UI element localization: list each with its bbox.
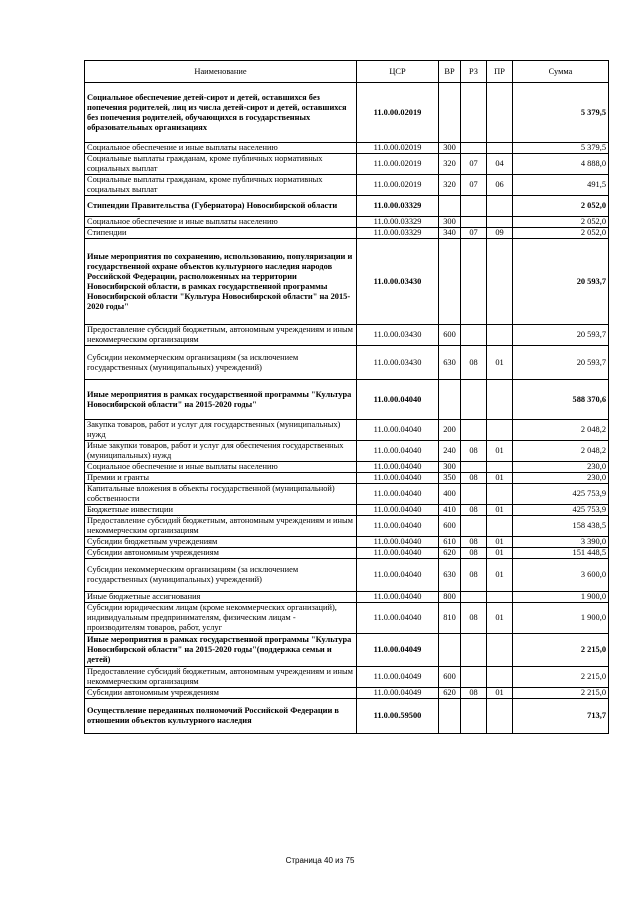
cell-csr: 11.0.00.04040 (357, 559, 439, 592)
cell-rz (461, 516, 487, 537)
cell-rz (461, 634, 487, 667)
cell-name: Социальное обеспечение и иные выплаты населению (85, 143, 357, 154)
table-row (85, 420, 609, 441)
table-row (85, 667, 609, 688)
cell-name: Иные мероприятия в рамках государственной программы "Культура Новосибирской области" на 2015-2020 годы"(поддержка семьи и детей) (85, 634, 357, 667)
cell-name: Субсидии юридическим лицам (кроме некоммерческих организаций), индивидуальным предпринимателям, физическим лицам - производителям товаров, работ, услуг (85, 603, 357, 634)
cell-vr: 300 (439, 462, 461, 473)
cell-sum: 2 052,0 (513, 217, 609, 228)
table-row (85, 154, 609, 175)
cell-csr: 11.0.00.04040 (357, 537, 439, 548)
cell-pr (487, 420, 513, 441)
cell-name: Социальные выплаты гражданам, кроме публичных нормативных социальных выплат (85, 154, 357, 175)
cell-sum: 425 753,9 (513, 505, 609, 516)
cell-csr: 11.0.00.03329 (357, 196, 439, 217)
cell-vr: 630 (439, 559, 461, 592)
cell-pr (487, 667, 513, 688)
cell-csr: 11.0.00.03329 (357, 228, 439, 239)
cell-rz (461, 325, 487, 346)
cell-name: Иные закупки товаров, работ и услуг для обеспечения государственных (муниципальных) нужд (85, 441, 357, 462)
cell-name: Премии и гранты (85, 473, 357, 484)
cell-sum: 2 215,0 (513, 634, 609, 667)
column-header-sum: Сумма (513, 61, 609, 83)
cell-sum: 20 593,7 (513, 325, 609, 346)
table-row (85, 548, 609, 559)
cell-csr: 11.0.00.04040 (357, 603, 439, 634)
cell-name: Иные мероприятия по сохранению, использованию, популяризации и государственной охране объектов культурного наследия народов Российской Федерации, расположенных на территории Новосибирской области, в рамках государственной программы Новосибирской области "Культура Новосибирской области" на 2015-2020 годы" (85, 239, 357, 325)
cell-csr: 11.0.00.02019 (357, 175, 439, 196)
cell-rz (461, 217, 487, 228)
page-number: Страница 40 из 75 (285, 856, 355, 865)
table-row (85, 325, 609, 346)
table-row (85, 217, 609, 228)
cell-sum: 713,7 (513, 699, 609, 734)
cell-sum: 4 888,0 (513, 154, 609, 175)
cell-pr (487, 634, 513, 667)
cell-vr (439, 699, 461, 734)
cell-rz: 08 (461, 603, 487, 634)
table-row (85, 559, 609, 592)
cell-vr (439, 83, 461, 143)
cell-vr: 350 (439, 473, 461, 484)
cell-pr (487, 516, 513, 537)
cell-name: Субсидии автономным учреждениям (85, 548, 357, 559)
cell-rz (461, 699, 487, 734)
table-row (85, 441, 609, 462)
cell-rz: 07 (461, 175, 487, 196)
cell-name: Социальное обеспечение детей-сирот и детей, оставшихся без попечения родителей, лиц из числа детей-сирот и детей, оставшихся без попечения родителей, обучающихся в государственных образовательных организациях (85, 83, 357, 143)
cell-csr: 11.0.00.03430 (357, 346, 439, 380)
cell-pr (487, 699, 513, 734)
cell-rz (461, 667, 487, 688)
cell-vr: 630 (439, 346, 461, 380)
cell-sum: 20 593,7 (513, 346, 609, 380)
cell-sum: 1 900,0 (513, 592, 609, 603)
cell-name: Стипендии Правительства (Губернатора) Новосибирской области (85, 196, 357, 217)
cell-pr (487, 484, 513, 505)
cell-rz (461, 420, 487, 441)
cell-pr (487, 592, 513, 603)
cell-vr: 340 (439, 228, 461, 239)
cell-name: Иные мероприятия в рамках государственной программы "Культура Новосибирской области" на 2015-2020 годы" (85, 380, 357, 420)
table-row (85, 688, 609, 699)
cell-name: Иные бюджетные ассигнования (85, 592, 357, 603)
table-row (85, 699, 609, 734)
cell-csr: 11.0.00.04040 (357, 505, 439, 516)
cell-name: Бюджетные инвестиции (85, 505, 357, 516)
cell-pr (487, 239, 513, 325)
cell-rz (461, 484, 487, 505)
cell-pr (487, 217, 513, 228)
cell-pr (487, 143, 513, 154)
cell-rz (461, 83, 487, 143)
cell-name: Предоставление субсидий бюджетным, автономным учреждениям и иным некоммерческим организациям (85, 516, 357, 537)
cell-vr: 200 (439, 420, 461, 441)
cell-sum: 588 370,6 (513, 380, 609, 420)
cell-vr (439, 196, 461, 217)
cell-name: Субсидии некоммерческим организациям (за исключением государственных (муниципальных) учреждений) (85, 346, 357, 380)
table-row (85, 592, 609, 603)
table-row (85, 516, 609, 537)
column-header-pr: ПР (487, 61, 513, 83)
cell-name: Социальное обеспечение и иные выплаты населению (85, 217, 357, 228)
cell-csr: 11.0.00.02019 (357, 83, 439, 143)
cell-sum: 2 052,0 (513, 196, 609, 217)
cell-sum: 3 390,0 (513, 537, 609, 548)
cell-sum: 5 379,5 (513, 143, 609, 154)
table-row (85, 462, 609, 473)
cell-pr: 09 (487, 228, 513, 239)
cell-rz: 08 (461, 548, 487, 559)
cell-name: Субсидии некоммерческим организациям (за исключением государственных (муниципальных) учреждений) (85, 559, 357, 592)
cell-csr: 11.0.00.04040 (357, 462, 439, 473)
cell-name: Предоставление субсидий бюджетным, автономным учреждениям и иным некоммерческим организациям (85, 325, 357, 346)
cell-pr: 01 (487, 559, 513, 592)
cell-csr: 11.0.00.04049 (357, 667, 439, 688)
cell-name: Осуществление переданных полномочий Российской Федерации в отношении объектов культурного наследия (85, 699, 357, 734)
cell-csr: 11.0.00.59500 (357, 699, 439, 734)
cell-vr: 410 (439, 505, 461, 516)
cell-name: Субсидии автономным учреждениям (85, 688, 357, 699)
column-header-name: Наименование (85, 61, 357, 83)
cell-pr (487, 462, 513, 473)
cell-pr: 06 (487, 175, 513, 196)
cell-rz: 08 (461, 473, 487, 484)
cell-sum: 2 048,2 (513, 420, 609, 441)
cell-rz: 08 (461, 537, 487, 548)
cell-vr: 620 (439, 688, 461, 699)
column-header-rz: РЗ (461, 61, 487, 83)
cell-rz: 08 (461, 559, 487, 592)
cell-csr: 11.0.00.02019 (357, 154, 439, 175)
cell-sum: 20 593,7 (513, 239, 609, 325)
cell-sum: 2 048,2 (513, 441, 609, 462)
cell-pr: 01 (487, 548, 513, 559)
cell-pr: 01 (487, 505, 513, 516)
cell-csr: 11.0.00.04040 (357, 473, 439, 484)
cell-vr: 400 (439, 484, 461, 505)
table-row (85, 380, 609, 420)
column-header-vr: ВР (439, 61, 461, 83)
cell-vr: 240 (439, 441, 461, 462)
cell-rz (461, 196, 487, 217)
cell-vr: 800 (439, 592, 461, 603)
column-header-csr: ЦСР (357, 61, 439, 83)
cell-vr: 810 (439, 603, 461, 634)
table-row (85, 239, 609, 325)
table-body (85, 83, 609, 734)
cell-rz: 07 (461, 154, 487, 175)
cell-rz: 07 (461, 228, 487, 239)
cell-sum: 5 379,5 (513, 83, 609, 143)
table-row (85, 634, 609, 667)
cell-csr: 11.0.00.04040 (357, 380, 439, 420)
cell-rz (461, 143, 487, 154)
cell-vr: 600 (439, 516, 461, 537)
cell-pr (487, 380, 513, 420)
cell-csr: 11.0.00.04040 (357, 420, 439, 441)
cell-vr: 620 (439, 548, 461, 559)
cell-csr: 11.0.00.03430 (357, 325, 439, 346)
cell-vr (439, 634, 461, 667)
cell-sum: 1 900,0 (513, 603, 609, 634)
cell-name: Стипендии (85, 228, 357, 239)
cell-pr (487, 325, 513, 346)
cell-name: Закупка товаров, работ и услуг для государственных (муниципальных) нужд (85, 420, 357, 441)
cell-vr: 600 (439, 325, 461, 346)
table-row (85, 196, 609, 217)
cell-pr (487, 196, 513, 217)
cell-rz (461, 239, 487, 325)
cell-sum: 3 600,0 (513, 559, 609, 592)
cell-name: Предоставление субсидий бюджетным, автономным учреждениям и иным некоммерческим организациям (85, 667, 357, 688)
cell-sum: 2 215,0 (513, 667, 609, 688)
cell-sum: 2 215,0 (513, 688, 609, 699)
cell-vr: 320 (439, 175, 461, 196)
cell-csr: 11.0.00.04040 (357, 548, 439, 559)
cell-csr: 11.0.00.04040 (357, 516, 439, 537)
cell-vr (439, 239, 461, 325)
cell-pr (487, 83, 513, 143)
table-row (85, 603, 609, 634)
cell-rz (461, 462, 487, 473)
table-row (85, 505, 609, 516)
cell-rz (461, 592, 487, 603)
cell-name: Субсидии бюджетным учреждениям (85, 537, 357, 548)
cell-pr: 04 (487, 154, 513, 175)
table-row (85, 143, 609, 154)
budget-table (84, 60, 609, 734)
cell-csr: 11.0.00.04040 (357, 592, 439, 603)
cell-pr: 01 (487, 603, 513, 634)
table-row (85, 346, 609, 380)
cell-vr: 300 (439, 217, 461, 228)
cell-rz: 08 (461, 688, 487, 699)
cell-csr: 11.0.00.03329 (357, 217, 439, 228)
cell-pr: 01 (487, 473, 513, 484)
table-row (85, 473, 609, 484)
cell-csr: 11.0.00.02019 (357, 143, 439, 154)
cell-csr: 11.0.00.04040 (357, 441, 439, 462)
cell-rz: 08 (461, 505, 487, 516)
cell-csr: 11.0.00.04040 (357, 484, 439, 505)
cell-sum: 230,0 (513, 473, 609, 484)
cell-rz (461, 380, 487, 420)
cell-sum: 158 438,5 (513, 516, 609, 537)
cell-vr: 610 (439, 537, 461, 548)
table-row (85, 83, 609, 143)
cell-name: Социальные выплаты гражданам, кроме публичных нормативных социальных выплат (85, 175, 357, 196)
table-row (85, 175, 609, 196)
cell-vr: 320 (439, 154, 461, 175)
cell-pr: 01 (487, 537, 513, 548)
cell-sum: 2 052,0 (513, 228, 609, 239)
cell-rz: 08 (461, 441, 487, 462)
cell-name: Капитальные вложения в объекты государственной (муниципальной) собственности (85, 484, 357, 505)
table-row (85, 484, 609, 505)
cell-pr: 01 (487, 346, 513, 380)
cell-csr: 11.0.00.04049 (357, 688, 439, 699)
table-row (85, 537, 609, 548)
cell-csr: 11.0.00.04049 (357, 634, 439, 667)
cell-vr (439, 380, 461, 420)
cell-name: Социальное обеспечение и иные выплаты населению (85, 462, 357, 473)
cell-pr: 01 (487, 688, 513, 699)
table-header-row (85, 61, 609, 83)
cell-sum: 491,5 (513, 175, 609, 196)
cell-sum: 230,0 (513, 462, 609, 473)
cell-sum: 151 448,5 (513, 548, 609, 559)
cell-pr: 01 (487, 441, 513, 462)
cell-csr: 11.0.00.03430 (357, 239, 439, 325)
cell-rz: 08 (461, 346, 487, 380)
cell-sum: 425 753,9 (513, 484, 609, 505)
cell-vr: 600 (439, 667, 461, 688)
cell-vr: 300 (439, 143, 461, 154)
table-row (85, 228, 609, 239)
